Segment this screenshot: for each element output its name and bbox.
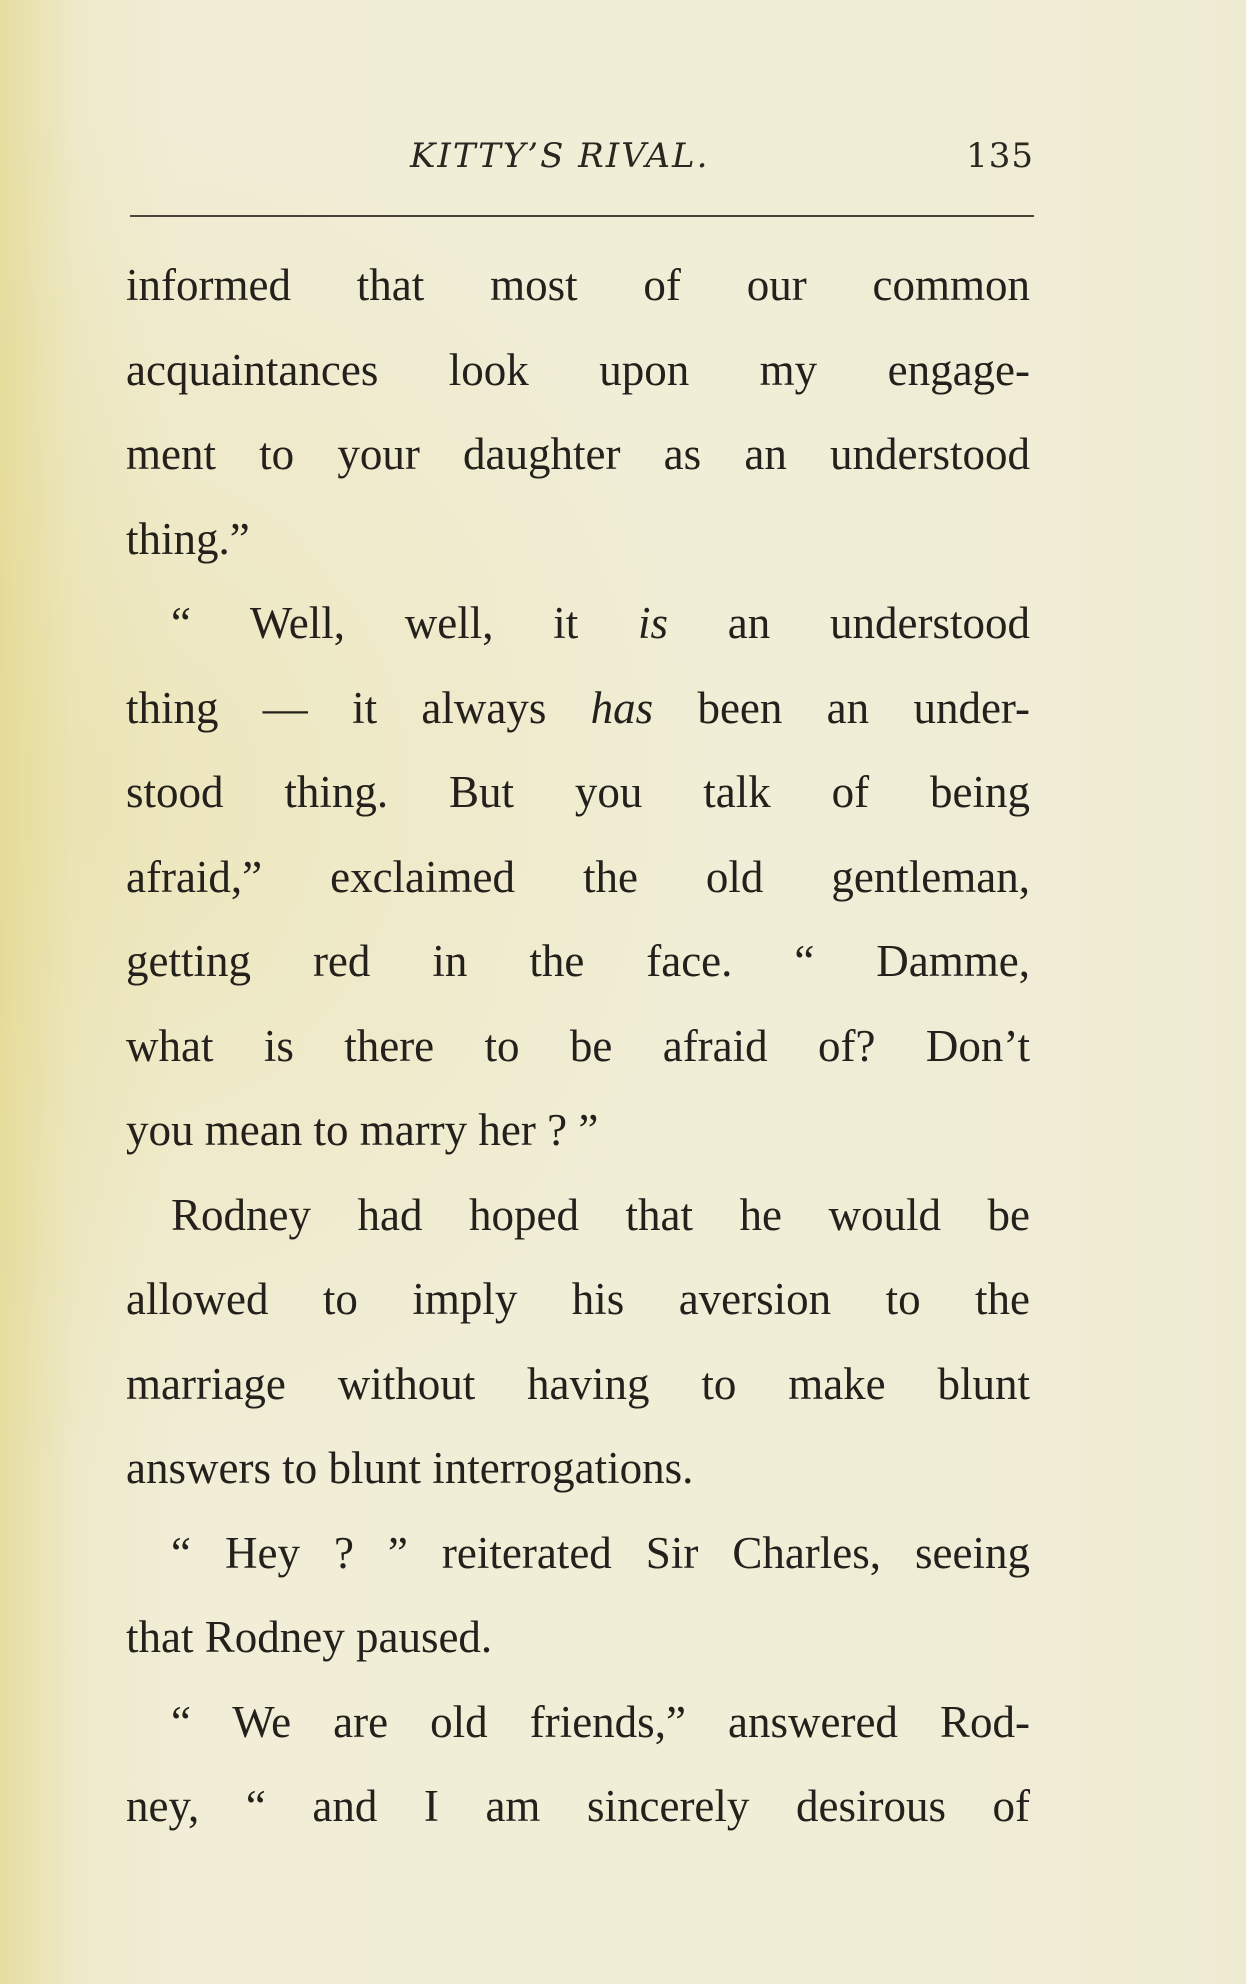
text-line: marriage without having to make blunt [126,1358,1030,1409]
text-line: “ We are old friends,” answered Rod- [171,1696,1030,1747]
text-line: thing.” [126,513,250,564]
body-text [126,243,1030,1849]
text-line: what is there to be afraid of? Don’t [126,1020,1030,1071]
text-line: thing — it always has been an under- [126,682,1030,733]
text-line: getting red in the face. “ Damme, [126,936,1030,986]
text-line: you mean to marry her ? ” [126,1105,599,1155]
text-line: acquaintances look upon my engage- [126,344,1030,395]
text-line: allowed to imply his aversion to the [126,1274,1030,1324]
text-line: informed that most of our common [126,260,1030,310]
text-line: stood thing. But you talk of being [126,767,1030,817]
page-header [130,130,1034,200]
running-title: KITTY’S RIVAL. [410,136,710,176]
emphasis: is [638,598,669,648]
header-rule [130,215,1034,217]
text-line: answers to blunt interrogations. [126,1443,694,1493]
text-line: Rodney had hoped that he would be [171,1189,1030,1240]
emphasis: has [590,682,654,733]
text-line: ney, “ and I am sincerely desirous of [126,1781,1030,1831]
text-line: “ Well, well, it is an understood [171,598,1030,648]
text-line: ment to your daughter as an understood [126,429,1030,479]
text-line: “ Hey ? ” reiterated Sir Charles, seeing [171,1527,1030,1578]
page-number: 135 [966,136,1034,176]
text-line: afraid,” exclaimed the old gentleman, [126,851,1030,902]
text-line: that Rodney paused. [126,1612,493,1662]
